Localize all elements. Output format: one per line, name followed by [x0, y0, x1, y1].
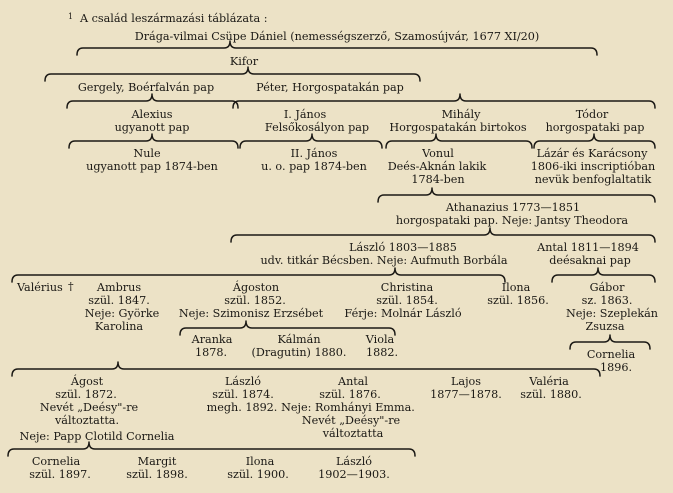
person-antal-1811-name: Antal 1811—1894	[537, 241, 639, 254]
person-ilona-1900-name: Ilona	[245, 455, 275, 468]
bracket-vonul	[378, 188, 655, 202]
bracket-antal-1811	[552, 268, 655, 282]
table-title: A család leszármazási táblázata :	[80, 12, 268, 25]
person-ambrus-spouse2: Karolina	[94, 320, 144, 333]
person-laszlo-1874-died: megh. 1892.	[206, 401, 278, 414]
person-agost-rename: Nevét „Deésy"-re	[39, 401, 139, 414]
bracket-janos1	[240, 134, 382, 148]
person-christina-name: Christina	[380, 281, 434, 294]
person-janos1-note: Felsőkosályon pap	[264, 121, 370, 134]
person-agoston-name: Ágoston	[232, 281, 280, 294]
person-agoston-born: szül. 1852.	[224, 294, 286, 307]
person-nule-note: ugyanott pap 1874-ben	[86, 160, 218, 173]
person-valerius: Valérius	[17, 281, 63, 294]
person-aranka-born: 1878.	[194, 346, 228, 359]
person-alexius-note: ugyanott pap	[114, 121, 190, 134]
person-lajos-dates: 1877—1878.	[430, 388, 502, 401]
person-agost-spouse: Neje: Papp Clotild Cornelia	[19, 430, 175, 443]
person-agost-born: szül. 1872.	[55, 388, 117, 401]
person-todor-note: horgospataki pap	[545, 121, 645, 134]
person-laszlo-1874-born: szül. 1874.	[212, 388, 274, 401]
bracket-athanazius	[231, 228, 655, 242]
bracket-todor	[534, 134, 655, 148]
person-athanazius-name: Athanazius 1773—1851	[445, 201, 581, 214]
person-gabor-spouse: Neje: Szeplekán	[565, 307, 659, 320]
person-agost-rename2: változtatta.	[54, 414, 120, 427]
bracket-mihaly	[386, 134, 532, 148]
person-janos1-name: I. János	[283, 108, 327, 121]
person-lajos-name: Lajos	[450, 375, 482, 388]
person-antal-1876-born: szül. 1876.	[319, 388, 381, 401]
person-vonul-residence: Deés-Aknán lakik	[387, 160, 487, 173]
person-antal-1811-note: deésaknai pap	[549, 254, 631, 267]
bracket-agost	[8, 442, 415, 456]
person-ambrus-spouse: Neje: Györke	[84, 307, 160, 320]
person-ilona-1856-name: Ilona	[501, 281, 531, 294]
person-todor-name: Tódor	[575, 108, 609, 121]
person-cornelia-1897-born: szül. 1897.	[29, 468, 91, 481]
person-laszlo-1902-dates: 1902—1903.	[318, 468, 390, 481]
person-alexius-name: Alexius	[131, 108, 173, 121]
person-gabor-name: Gábor	[589, 281, 625, 294]
person-margit-name: Margit	[137, 455, 177, 468]
person-vonul-year: 1784-ben	[411, 173, 465, 186]
person-valeria-born: szül. 1880.	[520, 388, 582, 401]
person-kalman-born: (Dragutin) 1880.	[251, 346, 347, 359]
person-margit-born: szül. 1898.	[126, 468, 188, 481]
person-lazar-note1: 1806-iki inscriptióban	[530, 160, 656, 173]
person-valeria-name: Valéria	[529, 375, 569, 388]
person-gergely: Gergely, Boérfalván pap	[77, 81, 215, 94]
bracket-gergely	[67, 94, 238, 108]
person-lazar-name: Lázár és Karácsony	[536, 147, 648, 160]
person-antal-1876-rename: Nevét „Deésy"-re	[301, 414, 401, 427]
person-christina-born: szül. 1854.	[376, 294, 438, 307]
person-ilona-1900-born: szül. 1900.	[227, 468, 289, 481]
person-laszlo-1803-note: udv. titkár Bécsben. Neje: Aufmuth Borbála	[260, 254, 508, 267]
person-laszlo-1902-name: László	[335, 455, 373, 468]
bracket-peter	[233, 94, 655, 108]
bracket-kifor	[45, 67, 420, 81]
person-viola-born: 1882.	[365, 346, 399, 359]
person-gabor-spouse2: Zsuzsa	[585, 320, 625, 333]
person-antal-1876-rename2: változtatta	[322, 427, 384, 440]
bracket-laszlo-1803	[12, 268, 505, 282]
person-lazar-note2: nevük benfoglaltatik	[534, 173, 652, 186]
person-laszlo-1874-name: László	[224, 375, 262, 388]
deceased-cross: †	[68, 280, 74, 293]
bracket-alexius	[69, 134, 238, 148]
person-agoston-spouse: Neje: Szimonisz Erzsébet	[178, 307, 324, 320]
person-nule-name: Nule	[133, 147, 161, 160]
person-janos2-name: II. János	[290, 147, 338, 160]
footnote-number: 1	[68, 12, 74, 21]
person-cornelia-1896-name: Cornelia	[586, 348, 636, 361]
person-antal-1876-name: Antal	[337, 375, 369, 388]
person-ambrus-name: Ambrus	[96, 281, 142, 294]
bracket-ambrus	[12, 362, 600, 376]
person-ilona-1856-born: szül. 1856.	[487, 294, 549, 307]
person-vonul-name: Vonul	[422, 147, 454, 160]
person-mihaly-note: Horgospatakán birtokos	[389, 121, 527, 134]
person-cornelia-1897-name: Cornelia	[31, 455, 81, 468]
person-peter: Péter, Horgospatakán pap	[256, 81, 404, 94]
person-kalman-name: Kálmán	[277, 333, 321, 346]
progenitor: Drága-vilmai Csüpe Dániel (nemességszerző, Szamosújvár, 1677 XI/20)	[134, 30, 540, 43]
bracket-gabor	[570, 335, 650, 349]
person-viola-name: Viola	[365, 333, 395, 346]
person-christina-spouse: Férje: Molnár László	[344, 307, 462, 320]
person-aranka-name: Aranka	[191, 333, 233, 346]
person-laszlo-1803-name: László 1803—1885	[349, 241, 457, 254]
person-cornelia-1896-born: 1896.	[599, 361, 633, 374]
person-kifor: Kifor	[229, 55, 259, 68]
person-athanazius-note: horgospataki pap. Neje: Jantsy Theodora	[395, 214, 629, 227]
person-antal-1876-spouse: Neje: Romhányi Emma.	[281, 401, 415, 414]
person-mihaly-name: Mihály	[441, 108, 481, 121]
person-agost-name: Ágost	[70, 375, 104, 388]
person-gabor-born: sz. 1863.	[581, 294, 633, 307]
person-janos2-note: u. o. pap 1874-ben	[261, 160, 367, 173]
person-ambrus-born: szül. 1847.	[88, 294, 150, 307]
